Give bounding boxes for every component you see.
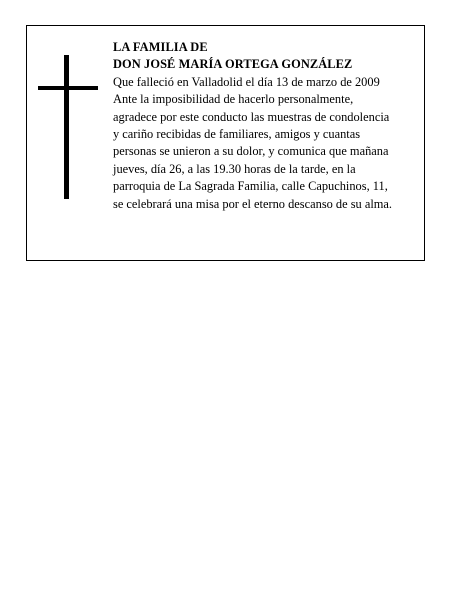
body-line: parroquia de La Sagrada Familia, calle Capuchinos, 11, xyxy=(113,179,388,194)
body-line: jueves, día 26, a las 19.30 horas de la tarde, en la xyxy=(113,161,356,176)
body-line: agradece por este conducto las muestras de condolencia xyxy=(113,109,390,124)
body-line: personas se unieron a su dolor, y comunica que mañana xyxy=(113,144,389,159)
body-line: Que falleció en Valladolid el día 13 de marzo de 2009 xyxy=(113,74,380,89)
body-line: y cariño recibidas de familiares, amigos y cuantas xyxy=(113,127,361,142)
heading-line: LA FAMILIA DE xyxy=(113,40,208,54)
cross-vertical-bar xyxy=(64,55,69,199)
cross-horizontal-bar xyxy=(38,86,98,90)
latin-cross-icon xyxy=(38,55,98,199)
notice-text xyxy=(113,39,419,213)
heading-line: DON JOSÉ MARÍA ORTEGA GONZÁLEZ xyxy=(113,57,353,72)
body-line: se celebrará una misa por el eterno descanso de su alma. xyxy=(113,196,393,211)
body-line: Ante la imposibilidad de hacerlo personalmente, xyxy=(113,92,354,107)
